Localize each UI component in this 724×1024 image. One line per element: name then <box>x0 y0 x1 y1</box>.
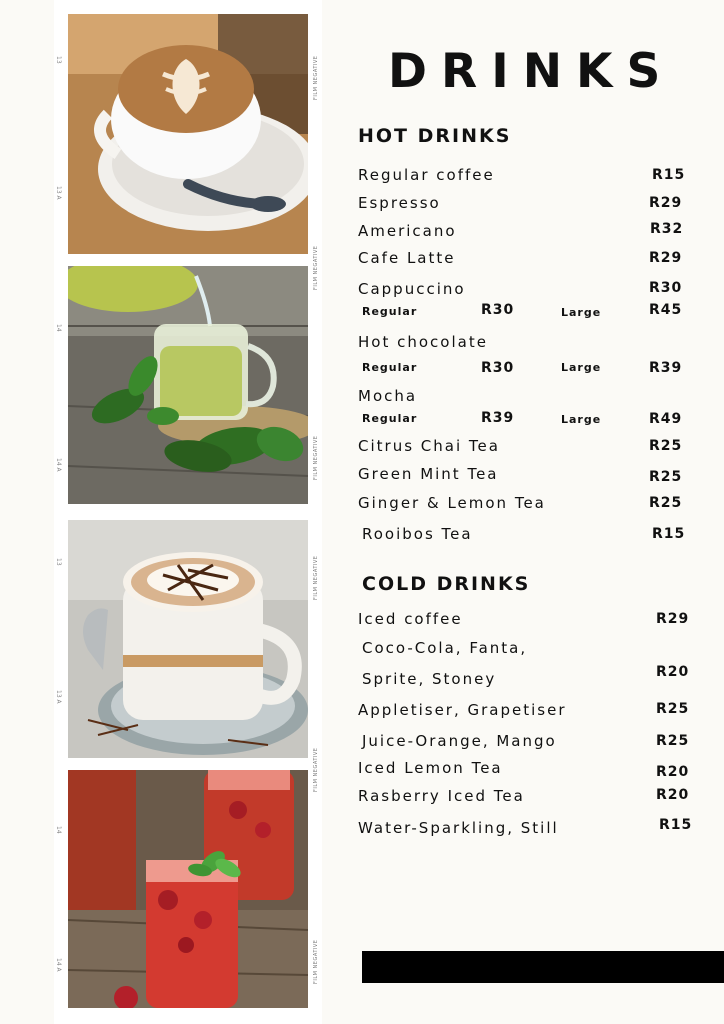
film-label: FILM NEGATIVE <box>313 435 319 480</box>
menu-item-price: R25 <box>649 495 683 511</box>
menu-item-name: Coco-Cola, Fanta, <box>362 639 528 657</box>
menu-item-price: R15 <box>659 817 693 833</box>
frame-number: 13 <box>55 56 62 64</box>
menu-item-price: R29 <box>649 195 683 211</box>
menu-item-name: Green Mint Tea <box>358 465 499 483</box>
menu-item-name: Mocha <box>358 387 418 405</box>
film-label: FILM NEGATIVE <box>313 747 319 792</box>
menu-item-price: R29 <box>656 611 690 627</box>
film-label: FILM NEGATIVE <box>313 55 319 100</box>
menu-item-name: Iced coffee <box>358 610 463 628</box>
menu-item-name: Espresso <box>358 194 441 212</box>
menu-item-price: R30 <box>649 280 683 296</box>
frame-number: 14 A <box>55 458 62 472</box>
film-label: FILM NEGATIVE <box>313 555 319 600</box>
regular-size-label: Regular <box>362 412 418 425</box>
film-label: FILM NEGATIVE <box>313 245 319 290</box>
frame-number: 13 <box>55 558 62 566</box>
cold-drinks-heading: COLD DRINKS <box>362 573 531 595</box>
menu-item-name: Citrus Chai Tea <box>358 437 500 455</box>
menu-item-price: R15 <box>652 167 686 183</box>
menu-item-name: Juice-Orange, Mango <box>362 732 557 750</box>
large-size-price: R49 <box>649 411 683 427</box>
menu-item-price: R25 <box>649 469 683 485</box>
menu-item-name: Regular coffee <box>358 166 495 184</box>
menu-item-name: Cafe Latte <box>358 249 456 267</box>
menu-item-name: Rasberry Iced Tea <box>358 787 525 805</box>
frame-number: 14 <box>55 826 62 834</box>
menu-item-name-line2: Sprite, Stoney <box>362 670 497 688</box>
regular-size-label: Regular <box>362 361 418 374</box>
menu-item-name: Appletiser, Grapetiser <box>358 701 567 719</box>
menu-item-price: R32 <box>650 221 684 237</box>
latte-cup-icon <box>68 14 308 254</box>
menu-item-price: R20 <box>656 787 690 803</box>
frame-number: 13 A <box>55 186 62 200</box>
decorative-bar <box>362 951 724 983</box>
menu-item-price: R25 <box>656 733 690 749</box>
hot-chocolate-icon <box>68 520 308 758</box>
frame-number: 14 A <box>55 958 62 972</box>
menu-item-name: Hot chocolate <box>358 333 488 351</box>
menu-item-price: R25 <box>649 438 683 454</box>
frame-number: 13 A <box>55 690 62 704</box>
menu-item-price: R20 <box>656 664 690 680</box>
iced-tea-icon <box>68 770 308 1008</box>
menu-item-name: Water-Sparkling, Still <box>358 819 559 837</box>
menu-item-price: R29 <box>649 250 683 266</box>
large-size-price: R39 <box>649 360 683 376</box>
hot-drinks-heading: HOT DRINKS <box>358 125 512 147</box>
green-tea-photo <box>68 266 308 504</box>
menu-item-name: Americano <box>358 222 457 240</box>
frame-number: 14 <box>55 324 62 332</box>
large-size-label: Large <box>561 306 602 319</box>
latte-photo <box>68 14 308 254</box>
film-label: FILM NEGATIVE <box>313 939 319 984</box>
menu-item-name: Ginger & Lemon Tea <box>358 494 546 512</box>
film-strip <box>54 0 322 1024</box>
iced-tea-photo <box>68 770 308 1008</box>
menu-item-name: Cappuccino <box>358 280 466 298</box>
menu-item-name: Rooibos Tea <box>362 525 473 543</box>
hot-chocolate-photo <box>68 520 308 758</box>
menu-item-price: R15 <box>652 526 686 542</box>
regular-size-price: R30 <box>481 360 515 376</box>
menu-item-name: Iced Lemon Tea <box>358 759 503 777</box>
large-size-price: R45 <box>649 302 683 318</box>
large-size-label: Large <box>561 413 602 426</box>
green-tea-icon <box>68 266 308 504</box>
regular-size-price: R30 <box>481 302 515 318</box>
page-title: DRINKS <box>388 44 675 99</box>
large-size-label: Large <box>561 361 602 374</box>
menu-item-price: R25 <box>656 701 690 717</box>
regular-size-price: R39 <box>481 410 515 426</box>
regular-size-label: Regular <box>362 305 418 318</box>
menu-item-price: R20 <box>656 764 690 780</box>
